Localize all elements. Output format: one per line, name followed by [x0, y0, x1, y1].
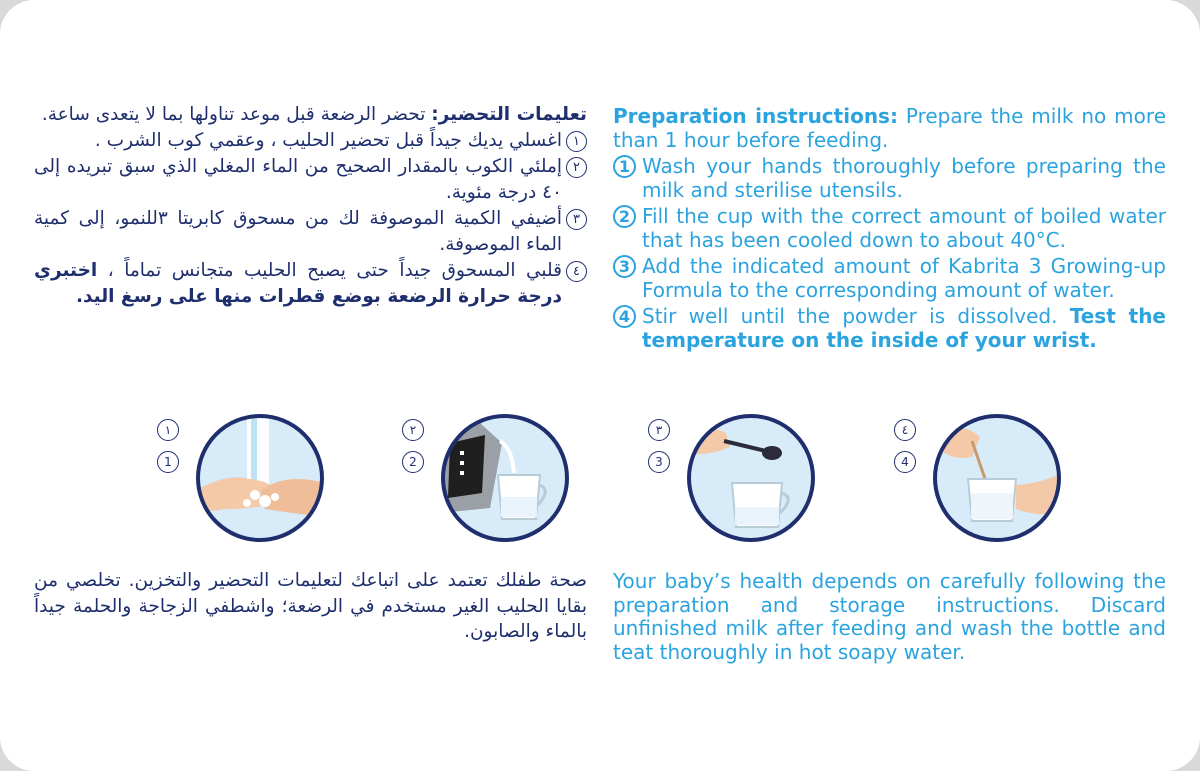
arabic-step-number: ٤ — [566, 261, 587, 282]
arabic-step-1 — [34, 128, 587, 154]
english-step-number: 4 — [613, 305, 636, 328]
english-lead-text: Prepare the milk no more than 1 hour before feeding. — [613, 104, 1166, 152]
arabic-footer: صحة طفلك تعتمد على اتباعك لتعليمات التحضير والتخزين. تخلصي من بقايا الحليب الغير مستخدم في الرضعة؛ واشطفي الزجاجة والحلمة جيداً بالماء والصابون. — [34, 570, 587, 642]
step-badge-arabic: ٢ — [402, 419, 424, 441]
step-badge: 2 — [402, 451, 424, 473]
english-step-1 — [613, 154, 1166, 202]
stir-cup-icon — [932, 413, 1062, 543]
english-step-number: 3 — [613, 255, 636, 278]
english-step-text: Add the indicated amount of Kabrita 3 Growing-up Formula to the corresponding amount of water. — [642, 254, 1166, 302]
wash-hands-icon — [195, 413, 325, 543]
english-lead-title: Preparation instructions: — [613, 104, 898, 128]
english-step-4 — [613, 304, 1166, 352]
arabic-step-text: إملئي الكوب بالمقدار الصحيح من الماء المغلي الذي سبق تبريده إلى ٤٠ درجة مئوية. — [34, 156, 562, 203]
wash-hands-illustration — [155, 413, 345, 543]
arabic-step-text: اغسلي يديك جيداً قبل تحضير الحليب ، وعقمي كوب الشرب . — [94, 130, 562, 151]
step-badge-arabic: ٣ — [648, 419, 670, 441]
scoop-cup-icon — [686, 413, 816, 543]
arabic-lead-title: تعليمات التحضير: — [431, 104, 587, 125]
arabic-lead — [34, 102, 587, 128]
english-step-3 — [613, 254, 1166, 302]
english-step-4-bold: Test the temperature on the inside of your wrist. — [642, 304, 1166, 352]
arabic-step-number: ٢ — [566, 157, 587, 178]
english-step-4-text: Stir well until the powder is dissolved. — [642, 304, 1070, 328]
arabic-step-text — [34, 258, 562, 310]
arabic-step-4 — [34, 258, 587, 310]
english-step-text: Fill the cup with the correct amount of boiled water that has been cooled down to about 40°C. — [642, 204, 1166, 252]
arabic-step-4-bold: اختبري درجة حرارة الرضعة بوضع قطرات منها على رسغ اليد. — [34, 260, 562, 307]
step-badge-arabic: ٤ — [894, 419, 916, 441]
arabic-step-4-text: قلبي المسحوق جيداً حتى يصبح الحليب متجانس تماماً ، — [97, 260, 562, 281]
fill-cup-illustration — [400, 413, 590, 543]
english-footer: Your baby’s health depends on carefully following the preparation and storage instructions. Discard unfinished milk after feeding and wash the bottle and teat thoroughly in hot soapy water. — [613, 569, 1166, 664]
step-badge: 3 — [648, 451, 670, 473]
arabic-step-3 — [34, 206, 587, 258]
step-badge: 4 — [894, 451, 916, 473]
english-step-number: 2 — [613, 205, 636, 228]
arabic-step-number: ١ — [566, 131, 587, 152]
kettle-cup-icon — [440, 413, 570, 543]
step-badge: 1 — [157, 451, 179, 473]
arabic-instructions — [34, 102, 587, 310]
english-step-2 — [613, 204, 1166, 252]
arabic-lead-text: تحضر الرضعة قبل موعد تناولها بما لا يتعدى ساعة. — [41, 104, 432, 125]
english-lead — [613, 104, 1166, 152]
arabic-step-2 — [34, 154, 587, 206]
english-instructions — [613, 104, 1166, 352]
add-powder-illustration — [646, 413, 836, 543]
arabic-step-number: ٣ — [566, 209, 587, 230]
english-step-text — [642, 304, 1166, 352]
arabic-step-text: أضيفي الكمية الموصوفة لك من مسحوق كابريتا ٣للنمو، إلى كمية الماء الموصوفة. — [34, 208, 562, 255]
english-step-number: 1 — [613, 155, 636, 178]
stir-illustration — [892, 413, 1082, 543]
english-step-text: Wash your hands thoroughly before preparing the milk and sterilise utensils. — [642, 154, 1166, 202]
step-badge-arabic: ١ — [157, 419, 179, 441]
